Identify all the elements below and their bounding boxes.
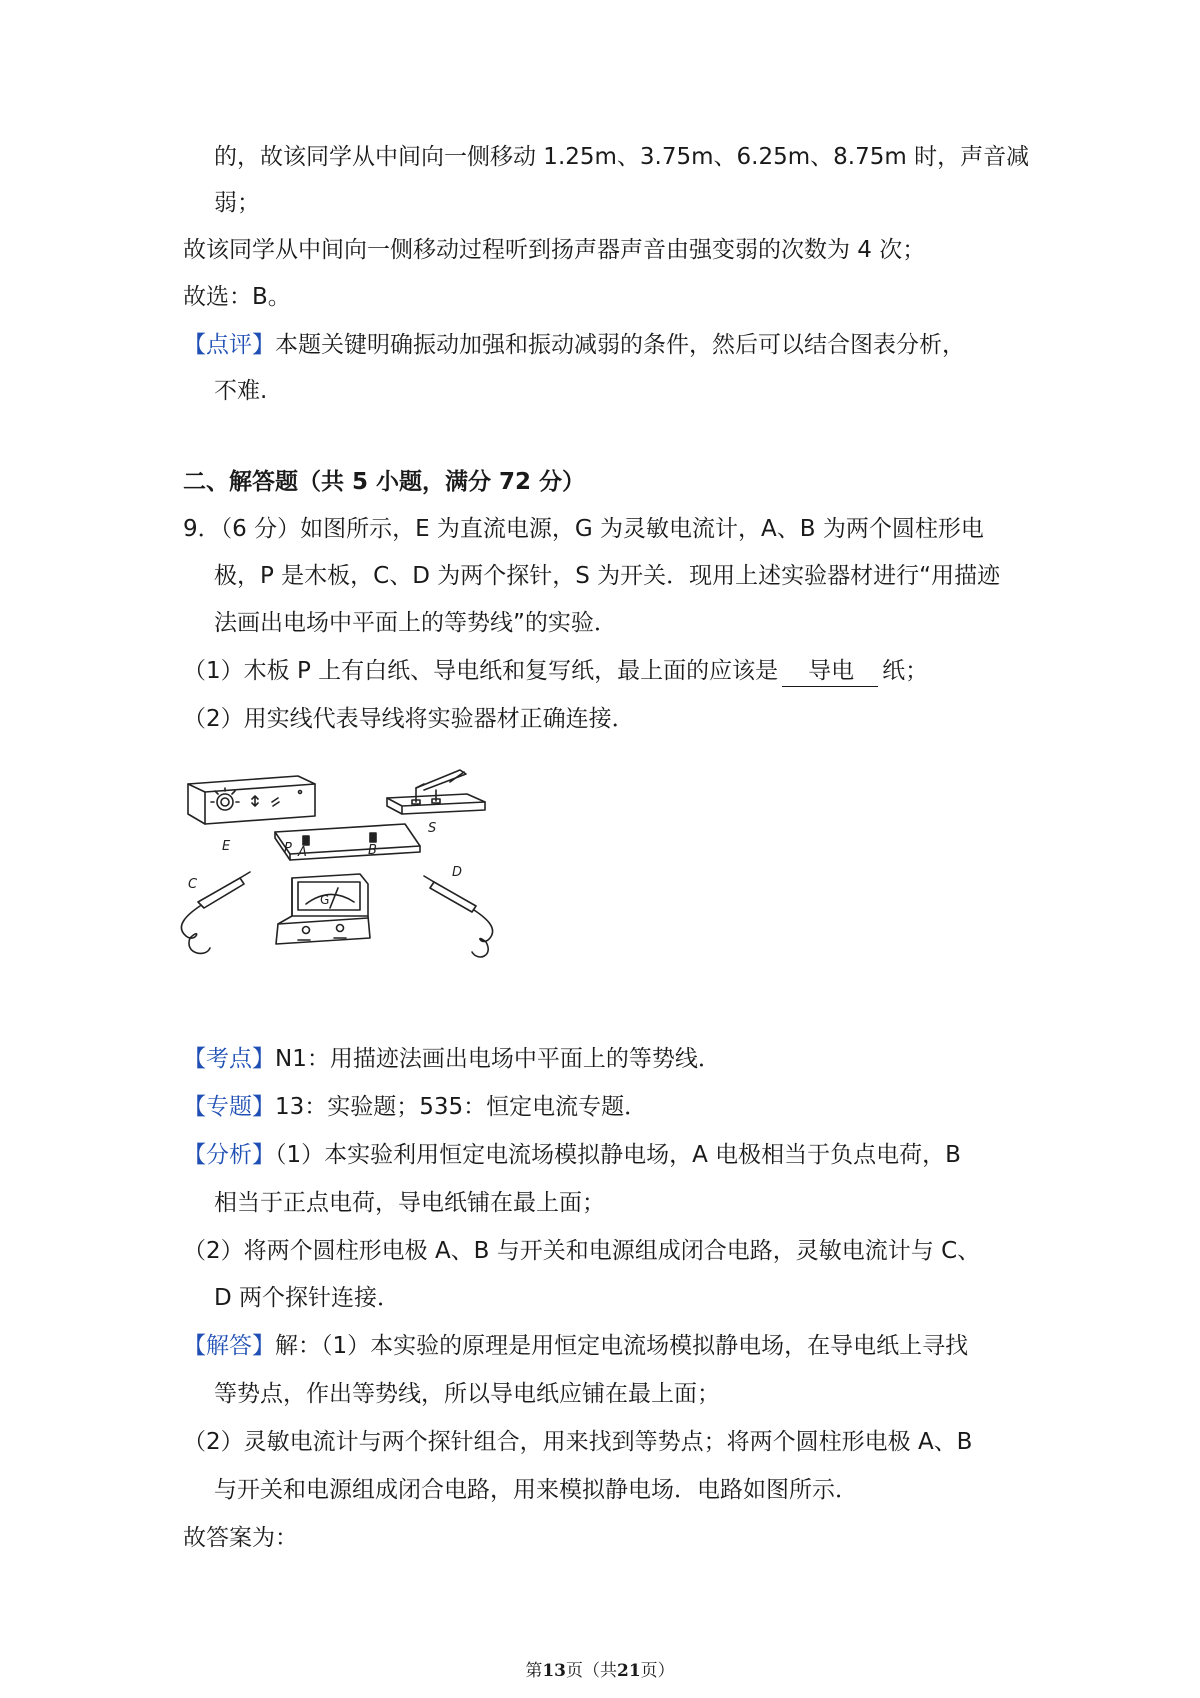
- question-9-part-2: （2）用实线代表导线将实验器材正确连接．: [183, 706, 635, 732]
- fenxi-line-3: （2）将两个圆柱形电极 A、B 与开关和电源组成闭合电路，灵敏电流计与 C、: [183, 1238, 981, 1264]
- label-c: C: [188, 877, 198, 892]
- jieda-line-1: 解：（1）本实验的原理是用恒定电流场模拟静电场，在导电纸上寻找: [275, 1333, 969, 1359]
- question-9-line-2: 极，P 是木板，C、D 为两个探针，S 为开关．现用上述实验器材进行“用描迹: [214, 563, 1001, 589]
- answer-label: 故答案为：: [183, 1525, 298, 1551]
- galvanometer-icon: [276, 874, 370, 944]
- wooden-board-icon: [275, 824, 420, 860]
- question-9-part-1: [183, 656, 928, 687]
- jieda-line-4: 与开关和电源组成闭合电路，用来模拟静电场．电路如图所示．: [214, 1477, 858, 1503]
- kaodian-tag: 【考点】: [183, 1046, 275, 1072]
- fenxi-line-2: 相当于正点电荷，导电纸铺在最上面；: [214, 1190, 605, 1216]
- kaodian-text: N1：用描迹法画出电场中平面上的等势线．: [275, 1046, 721, 1072]
- label-b: B: [368, 843, 377, 858]
- zhuanti-paragraph: [183, 1092, 647, 1122]
- label-d: D: [452, 865, 463, 880]
- text-line-4: 故选：B。: [183, 284, 291, 310]
- jieda-paragraph: [183, 1331, 968, 1361]
- comment-tag: 【点评】: [183, 332, 275, 358]
- zhuanti-tag: 【专题】: [183, 1094, 275, 1120]
- page-footer: 第13页（共21页）: [525, 1661, 675, 1681]
- probe-d-icon: [424, 876, 493, 957]
- part-1-prompt: （1）木板 P 上有白纸、导电纸和复写纸，最上面的应该是: [183, 658, 779, 684]
- comment-continuation: 不难.: [214, 378, 268, 404]
- question-9-line-1: 9．（6 分）如图所示，E 为直流电源，G 为灵敏电流计，A、B 为两个圆柱形电: [183, 516, 984, 542]
- zhuanti-text: 13：实验题；535：恒定电流专题．: [275, 1094, 648, 1120]
- fenxi-paragraph: [183, 1140, 961, 1170]
- label-a: A: [298, 845, 307, 860]
- page-total: 21: [617, 1661, 641, 1681]
- kaodian-paragraph: [183, 1044, 721, 1074]
- power-supply-icon: [188, 776, 315, 824]
- page-number: 13: [542, 1661, 566, 1681]
- switch-icon: [387, 770, 485, 814]
- text-line-1: 的，故该同学从中间向一侧移动 1.25m、3.75m、6.25m、8.75m 时，声音减: [214, 144, 1030, 170]
- comment-paragraph: [183, 330, 965, 360]
- jieda-tag: 【解答】: [183, 1333, 275, 1359]
- comment-text: 本题关键明确振动加强和振动减弱的条件，然后可以结合图表分析，: [275, 332, 965, 358]
- jieda-line-3: （2）灵敏电流计与两个探针组合，用来找到等势点；将两个圆柱形电极 A、B: [183, 1429, 973, 1455]
- label-e: E: [222, 839, 231, 854]
- answer-blank: 导电: [782, 656, 878, 687]
- label-s: S: [428, 821, 437, 836]
- text-line-3: 故该同学从中间向一侧移动过程听到扬声器声音由强变弱的次数为 4 次；: [183, 237, 926, 263]
- question-9-line-3: 法画出电场中平面上的等势线”的实验．: [214, 610, 617, 636]
- fenxi-tag: 【分析】: [183, 1142, 275, 1168]
- jieda-line-2: 等势点，作出等势线，所以导电纸应铺在最上面；: [214, 1381, 720, 1407]
- fenxi-line-4: D 两个探针连接．: [214, 1285, 401, 1311]
- text-line-2: 弱；: [214, 190, 260, 216]
- section-title: 二、解答题（共 5 小题，满分 72 分）: [183, 469, 586, 495]
- fenxi-line-1: （1）本实验利用恒定电流场模拟静电场，A 电极相当于负点电荷，B: [275, 1142, 961, 1168]
- apparatus-figure: [180, 766, 545, 971]
- label-p: P: [284, 841, 292, 856]
- part-1-suffix: 纸；: [882, 658, 929, 684]
- label-g: G: [320, 893, 330, 907]
